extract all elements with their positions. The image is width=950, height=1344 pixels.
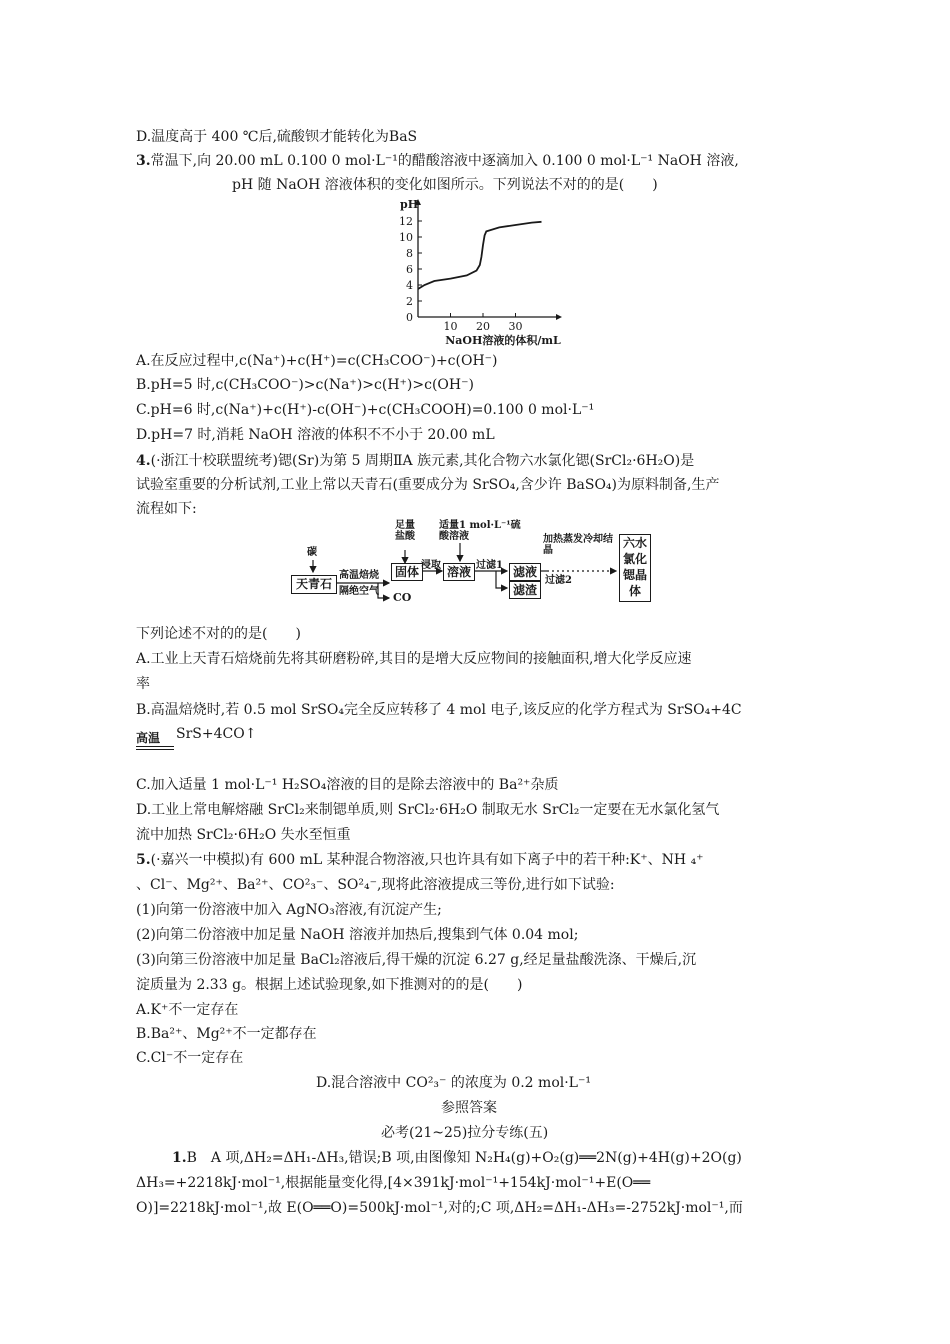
- q4-option-b-equation: 高温 SrS+4CO↑: [136, 720, 256, 740]
- x-tick-label: 30: [508, 320, 523, 333]
- equation-products: SrS+4CO↑: [176, 726, 257, 742]
- y-tick-label: 6: [406, 263, 413, 276]
- q5-option-d: D.混合溶液中 CO²₃⁻ 的浓度为 0.2 mol·L⁻¹: [316, 1075, 591, 1091]
- q3-stem: [136, 151, 739, 171]
- q3-option-a: A.在反应过程中,c(Na⁺)+c(H⁺)=c(CH₃COO⁻)+c(OH⁻): [136, 353, 498, 369]
- ph-curve: [418, 222, 542, 289]
- q3-stem-text: 常温下,向 20.00 mL 0.100 0 mol·L⁻¹的醋酸溶液中逐滴加入 0.100 0 mol·L⁻¹ NaOH 溶液,: [150, 153, 739, 169]
- q5-option-b: B.Ba²⁺、Mg²⁺不一定都存在: [136, 1026, 317, 1042]
- q3-option-d: D.pH=7 时,消耗 NaOH 溶液的体积不不小于 20.00 mL: [136, 427, 495, 443]
- q5-stem-text: (·嘉兴一中模拟)有 600 mL 某种混合物溶液,只也许具有如下离子中的若干种:K⁺、NH ₄⁺: [150, 852, 704, 868]
- q4-option-d: D.工业上常电解熔融 SrCl₂来制锶单质,则 SrCl₂·6H₂O 制取无水 SrCl₂一定要在无水氯化氢气: [136, 802, 720, 818]
- box-filtrate: 滤液: [509, 563, 541, 581]
- q4-option-a-cont: 率: [136, 676, 150, 692]
- chart-svg: [370, 197, 570, 347]
- q5-step1: (1)向第一份溶液中加入 AgNO₃溶液,有沉淀产生;: [136, 902, 442, 918]
- q4-stem-text: (·浙江十校联盟统考)锶(Sr)为第 5 周期ⅡA 族元素,其化合物六水氯化锶(SrCl₂·6H₂O)是: [150, 453, 695, 469]
- box-solid: 固体: [391, 563, 423, 581]
- q3-option-b: B.pH=5 时,c(CH₃COO⁻)>c(Na⁺)>c(H⁺)>c(OH⁻): [136, 377, 474, 393]
- strontium-process-flowchart: [285, 518, 665, 604]
- ph-titration-chart: [370, 197, 570, 347]
- q4-stem: [136, 451, 694, 471]
- box-residue: 滤渣: [509, 581, 541, 599]
- answer-1-cont2: O)]=2218kJ·mol⁻¹,故 E(O══O)=500kJ·mol⁻¹,对的;C 项,ΔH₂=ΔH₁-ΔH₃=-2752kJ·mol⁻¹,而: [136, 1200, 743, 1216]
- question-number: 5.: [136, 852, 151, 868]
- q5-step3: (3)向第三份溶液中加足量 BaCl₂溶液后,得干燥的沉淀 6.27 g,经足量盐酸洗涤、干燥后,沉: [136, 952, 697, 968]
- q5-option-a: A.K⁺不一定存在: [136, 1002, 239, 1018]
- y-axis-label: pH: [400, 198, 419, 211]
- question-number: 3.: [136, 153, 151, 169]
- box-product: 六水氯化锶晶体: [619, 534, 651, 602]
- label-roasting: 高温焙烧: [339, 570, 379, 581]
- q5-stem-cont: 、Cl⁻、Mg²⁺、Ba²⁺、CO²₃⁻、SO²₄⁻,现将此溶液提成三等份,进行如下试验:: [136, 877, 615, 893]
- x-tick-label: 20: [476, 320, 490, 333]
- label-carbon: 碳: [307, 547, 317, 558]
- q5-step3-cont: 淀质量为 2.33 g。根据上述试验现象,如下推测对的的是( ): [136, 977, 523, 993]
- y-tick-label: 12: [399, 215, 413, 228]
- y-tick-label: 2: [406, 295, 413, 308]
- label-co: CO: [393, 591, 412, 604]
- x-axis-arrow: [556, 314, 562, 320]
- q4-option-a: A.工业上天青石焙烧前先将其研磨粉碎,其目的是增大反应物间的接触面积,增大化学反应速: [136, 651, 692, 667]
- q4-option-c: C.加入适量 1 mol·L⁻¹ H₂SO₄溶液的目的是除去溶液中的 Ba²⁺杂质: [136, 777, 559, 793]
- y-tick-label: 4: [406, 279, 413, 292]
- answers-title: 参照答案: [441, 1100, 497, 1116]
- q4-stem-cont2: 流程如下:: [136, 501, 197, 517]
- answer-number: 1.: [172, 1150, 187, 1166]
- label-filter2: 过滤2: [545, 575, 572, 586]
- question-number: 4.: [136, 453, 151, 469]
- y-tick-label: 0: [406, 311, 413, 324]
- x-axis-label: NaOH溶液的体积/mL: [445, 334, 561, 347]
- q4-stem-cont: 试验室重要的分析试剂,工业上常以天青石(重要成分为 SrSO₄,含少许 BaSO₄)为原料制备,生产: [136, 477, 720, 493]
- q4-question: 下列论述不对的的是( ): [136, 626, 301, 642]
- label-filter1: 过滤1: [476, 560, 503, 571]
- q5-step2: (2)向第二份溶液中加足量 NaOH 溶液并加热后,搜集到气体 0.04 mol;: [136, 927, 579, 943]
- y-tick-label: 10: [399, 231, 413, 244]
- q3-stem-cont: pH 随 NaOH 溶液体积的变化如图所示。下列说法不对的的是( ): [232, 177, 658, 193]
- y-tick-label: 8: [406, 247, 413, 260]
- q5-option-c: C.Cl⁻不一定存在: [136, 1050, 244, 1066]
- answer-1-text: B A 项,ΔH₂=ΔH₁-ΔH₃,错误;B 项,由图像知 N₂H₄(g)+O₂(g)══2N(g)+4H(g)+2O(g): [186, 1150, 742, 1166]
- q4-option-b: B.高温焙烧时,若 0.5 mol SrSO₄完全反应转移了 4 mol 电子,该反应的化学方程式为 SrSO₄+4C: [136, 702, 742, 718]
- q3-option-c: C.pH=6 时,c(Na⁺)+c(H⁺)-c(OH⁻)+c(CH₃COOH)=0.100 0 mol·L⁻¹: [136, 402, 595, 418]
- box-celestite: 天青石: [291, 575, 337, 594]
- x-tick-label: 10: [443, 320, 458, 333]
- q5-stem: [136, 850, 704, 870]
- answer-1: [172, 1148, 742, 1168]
- label-hcl: 足量盐酸: [395, 520, 415, 542]
- answers-subtitle: 必考(21~25)拉分专练(五): [381, 1125, 549, 1141]
- q4-option-d-cont: 流中加热 SrCl₂·6H₂O 失水至恒重: [136, 827, 351, 843]
- q2-option-d: D.温度高于 400 ℃后,硫酸钡才能转化为BaS: [136, 129, 418, 145]
- label-leaching: 浸取: [421, 560, 441, 571]
- answer-1-cont: ΔH₃=+2218kJ·mol⁻¹,根据能量变化得,[4×391kJ·mol⁻¹+154kJ·mol⁻¹+E(O══: [136, 1175, 651, 1191]
- label-evaporate: 加热蒸发冷却结晶: [543, 534, 613, 556]
- box-solution: 溶液: [443, 563, 475, 581]
- label-no-air: 隔绝空气: [339, 586, 379, 597]
- label-h2so4: 适量1 mol·L⁻¹硫酸溶液: [439, 520, 521, 542]
